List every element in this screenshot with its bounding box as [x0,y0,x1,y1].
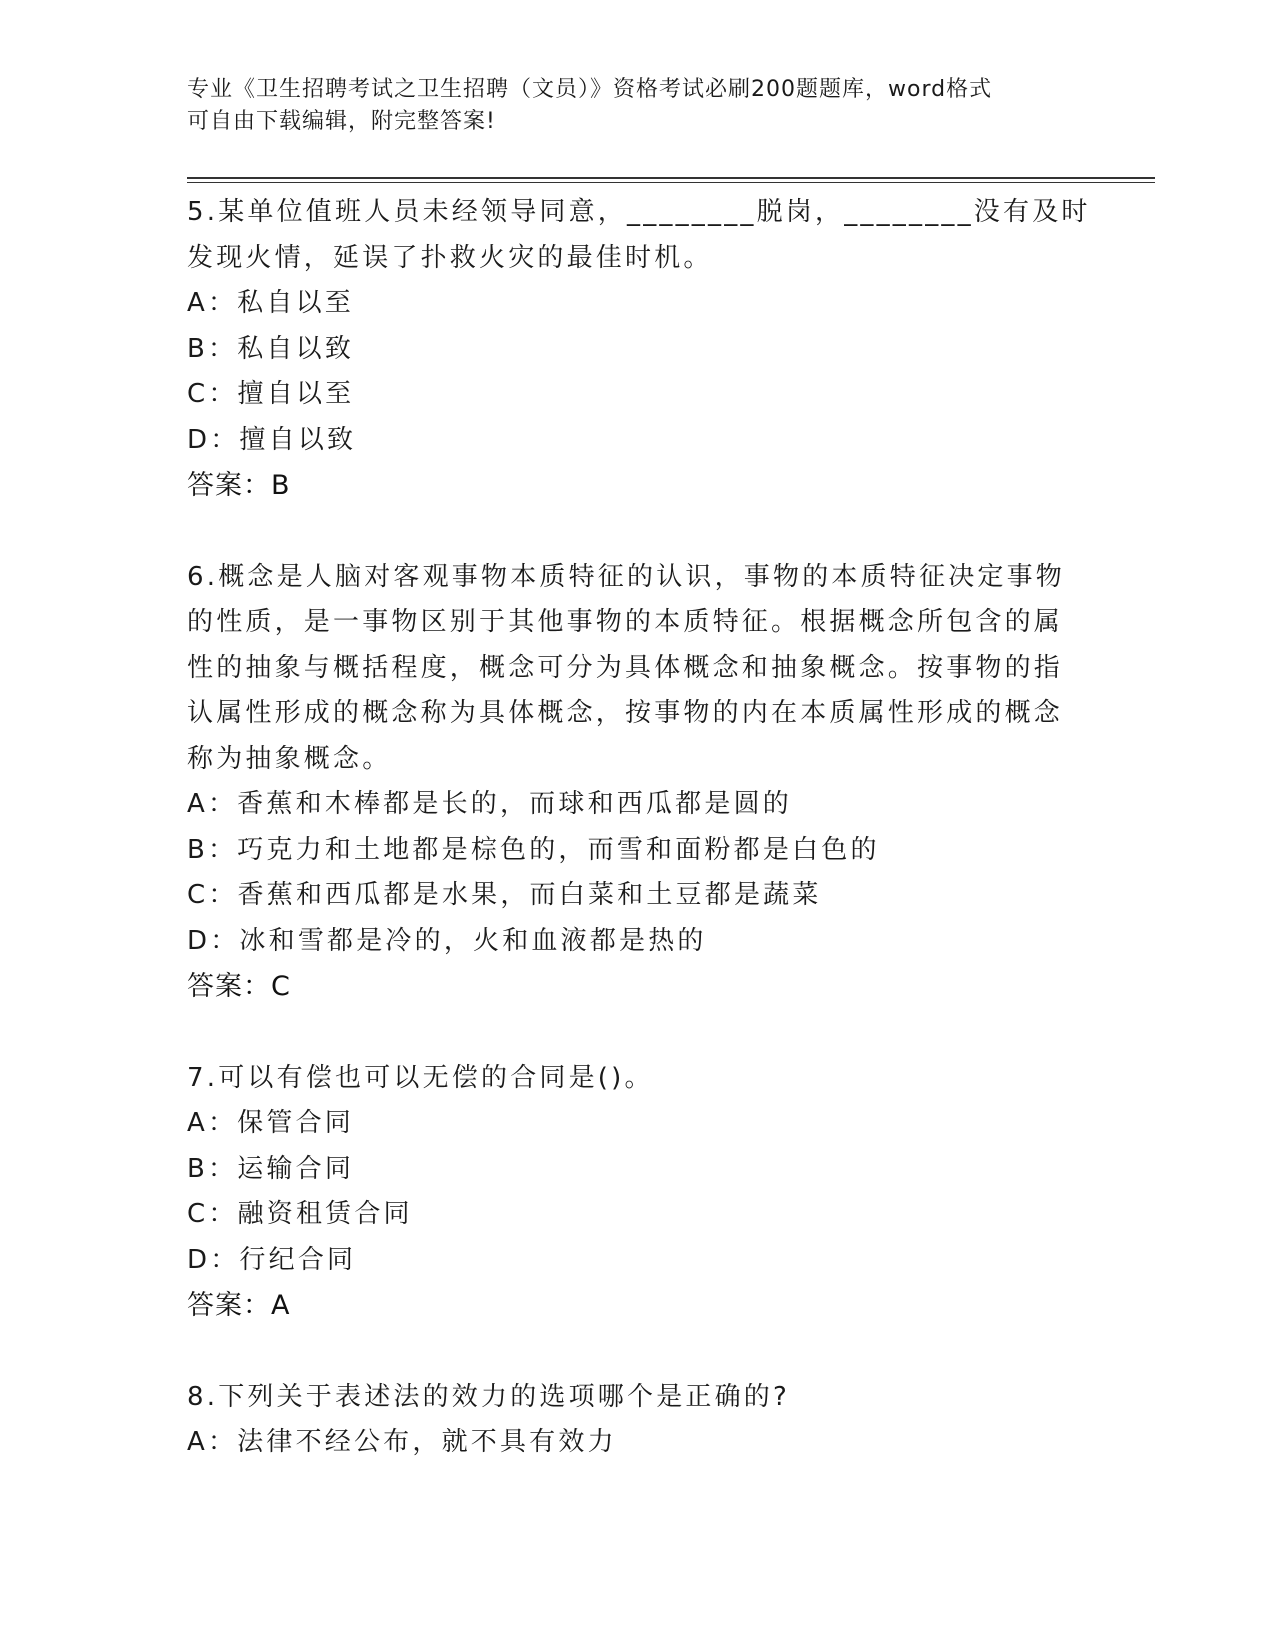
answer-key: 答案：A [187,1290,291,1321]
answer-option: C：擅自以至 [187,379,355,409]
header-divider-thick [187,177,1155,179]
question-list [187,190,1091,1512]
question-block [187,1375,1067,1466]
question-stem-line: 7.可以有偿也可以无偿的合同是()。 [187,1062,654,1093]
question-block [187,555,1067,1010]
question-stem-line: 性的抽象与概括程度，概念可分为具体概念和抽象概念。按事物的指 [187,652,1064,683]
answer-option: A：私自以至 [187,288,354,318]
question-stem-line: 6.概念是人脑对客观事物本质特征的认识，事物的本质特征决定事物 [187,561,1066,592]
question-block [187,1056,1067,1329]
question-stem-line: 的性质，是一事物区别于其他事物的本质特征。根据概念所包含的属 [187,607,1064,637]
question-stem-line: 8.下列关于表述法的效力的选项哪个是正确的? [187,1381,791,1412]
question-stem-line: 认属性形成的概念称为具体概念，按事物的内在本质属性形成的概念 [187,698,1064,728]
answer-option: A：保管合同 [187,1108,354,1138]
answer-option: A：香蕉和木棒都是长的，而球和西瓜都是圆的 [187,789,792,819]
question-block [187,190,1091,509]
question-stem-line: 发现火情，延误了扑救火灾的最佳时机。 [187,242,713,273]
answer-option: C：香蕉和西瓜都是水果，而白菜和土豆都是蔬菜 [187,880,822,910]
header-line-2: 可自由下载编辑，附完整答案! [187,109,496,134]
answer-key: 答案：B [187,470,291,501]
answer-option: D：行纪合同 [187,1244,357,1275]
answer-option: D：擅自以致 [187,424,357,455]
document-header [187,74,1067,138]
answer-option: B：巧克力和土地都是棕色的，而雪和面粉都是白色的 [187,834,880,865]
header-line-1: 专业《卫生招聘考试之卫生招聘（文员）》资格考试必刷200题题库，word格式 [187,77,993,102]
question-stem-line: 5.某单位值班人员未经领导同意，________脱岗，________没有及时 [187,197,1091,227]
answer-option: D：冰和雪都是冷的，火和血液都是热的 [187,925,707,956]
answer-option: A：法律不经公布，就不具有效力 [187,1427,617,1457]
answer-option: B：私自以致 [187,333,355,364]
answer-option: C：融资租赁合同 [187,1199,413,1229]
answer-key: 答案：C [187,971,291,1002]
header-divider-thin [187,182,1155,183]
question-stem-line: 称为抽象概念。 [187,743,392,774]
answer-option: B：运输合同 [187,1153,355,1184]
